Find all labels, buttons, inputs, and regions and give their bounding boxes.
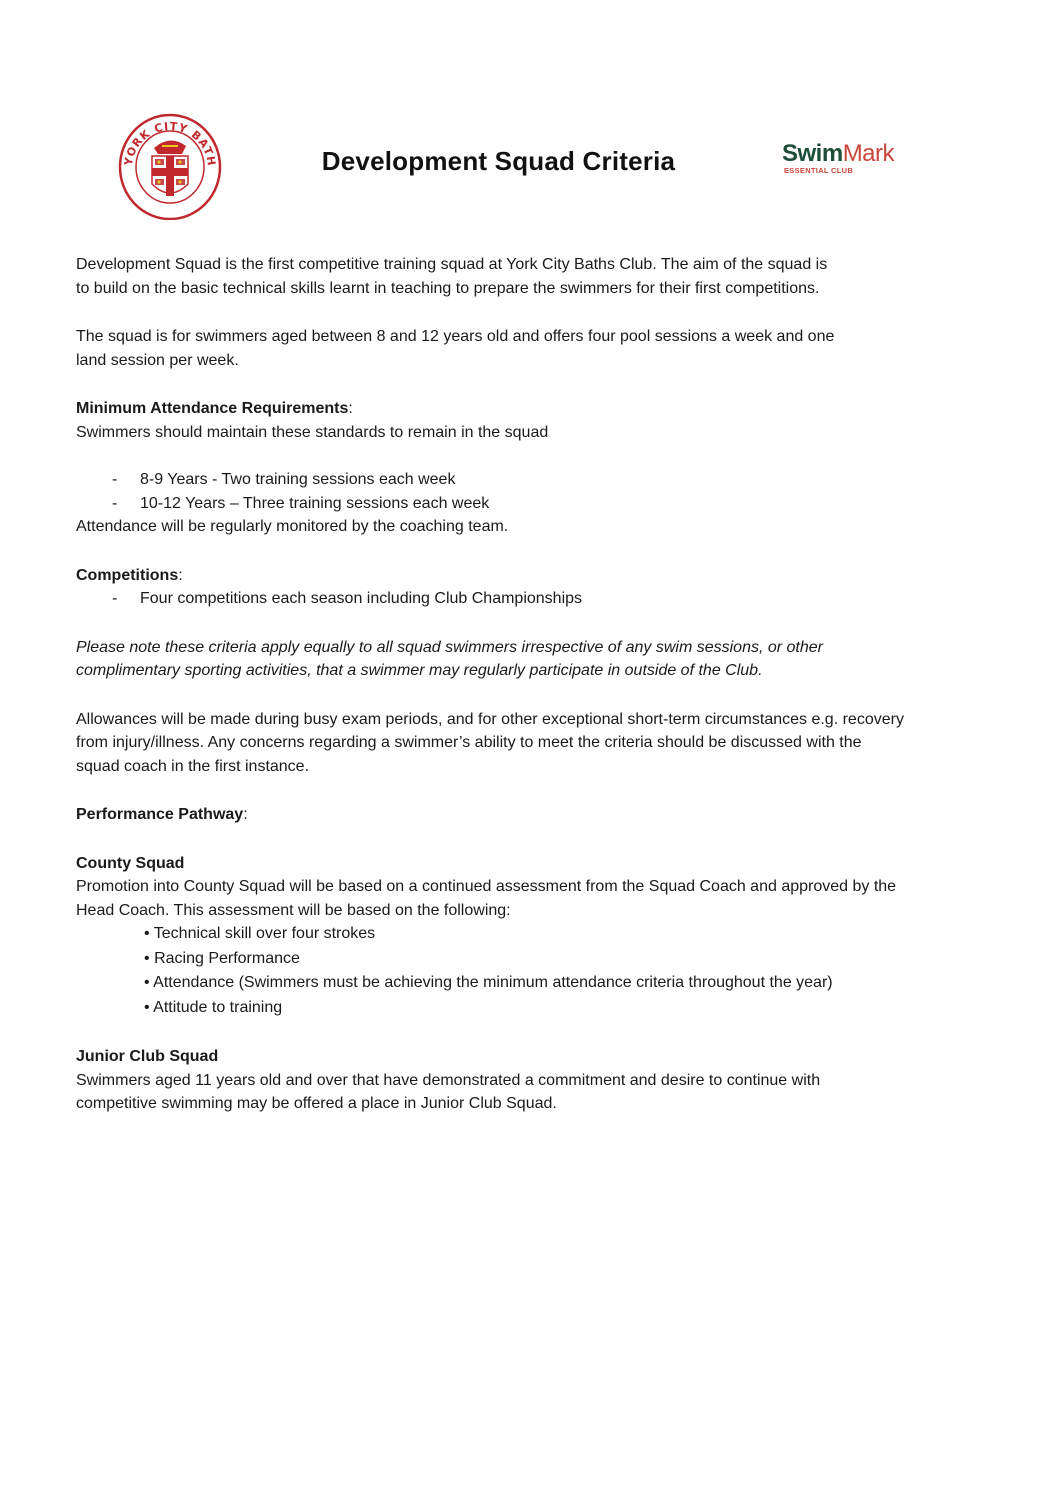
county-line1: Promotion into County Squad will be based on a continued assessment from the Squad Coach and approved by the [76,878,897,895]
page-title: Development Squad Criteria [321,146,676,176]
list-item [76,492,976,516]
document-body [76,253,976,1116]
svg-text:YORK CITY BATHS CLUB: YORK CITY BATH [121,119,219,168]
junior-squad-heading: Junior Club Squad [76,1048,219,1065]
junior-line1: Swimmers aged 11 years old and over that have demonstrated a commitment and desire to continue with [76,1071,821,1089]
competitions-heading-text: Competitions [76,566,179,584]
swimmark-swim-text: Swim [782,140,843,167]
criteria-note [76,636,976,683]
note-line2: complimentary sporting activities, that a swimmer may regularly participate in outside of the Club. [76,662,763,679]
list-item [76,922,976,947]
intro-p2-line2: land session per week. [76,351,239,369]
list-item [76,971,976,996]
allowances-line1: Allowances will be made during busy exam periods, and for other exceptional short-term circumstances e.g. recovery [76,710,904,728]
bullet-marker: • [144,949,150,967]
bullet-marker: • [144,925,150,942]
intro-p1-line1: Development Squad is the first competitive training squad at York City Baths Club. The aim of the squad is [76,256,828,273]
attendance-item-1: 8-9 Years - Two training sessions each week [140,471,456,488]
competitions-heading-colon: : [178,566,183,584]
swimmark-logo [782,140,912,180]
note-line1: Please note these criteria apply equally to all squad swimmers irrespective of any swim sessions, or other [76,638,823,656]
list-item [76,468,976,492]
pathway-heading [76,803,976,827]
competitions-heading [76,564,976,588]
attendance-heading-text: Minimum Attendance Requirements [76,400,349,417]
dash-marker: - [112,494,118,512]
county-squad-heading: County Squad [76,854,185,872]
intro-p2-line1: The squad is for swimmers aged between 8 and 12 years old and offers four pool sessions a week and one [76,328,835,345]
swimmark-mark-text: Mark [842,140,895,167]
county-squad-paragraph [76,875,976,922]
intro-paragraph-2 [76,325,976,372]
dash-marker: - [112,590,118,607]
county-item-4: Attitude to training [153,998,283,1016]
county-item-3: Attendance (Swimmers must be achieving the minimum attendance criteria throughout the year) [153,974,833,991]
junior-squad-paragraph [76,1069,976,1116]
intro-p1-line2: to build on the basic technical skills learnt in teaching to prepare the swimmers for their first competitions. [76,279,820,297]
bullet-marker: • [144,974,150,991]
county-item-1: Technical skill over four strokes [153,925,376,942]
attendance-heading [76,397,976,421]
county-item-2: Racing Performance [154,949,300,967]
allowances-paragraph [76,708,976,779]
intro-paragraph-1 [76,253,976,300]
pathway-heading-colon: : [243,806,248,823]
attendance-list [76,468,976,515]
junior-line2: competitive swimming may be offered a place in Junior Club Squad. [76,1095,557,1112]
attendance-lead: Swimmers should maintain these standards to remain in the squad [76,423,549,441]
swimmark-wordmark [782,140,894,168]
list-item [76,996,976,1021]
swimmark-subtitle: ESSENTIAL CLUB [784,166,854,175]
pathway-heading-text: Performance Pathway [76,806,244,823]
competitions-list [76,587,976,611]
allowances-line3: squad coach in the first instance. [76,757,310,775]
attendance-item-2: 10-12 Years – Three training sessions each week [140,494,490,512]
list-item [76,947,976,972]
competitions-item-1: Four competitions each season including Club Championships [140,590,583,607]
attendance-heading-colon: : [348,400,353,417]
attendance-footer: Attendance will be regularly monitored by the coaching team. [76,518,509,535]
county-line2: Head Coach. This assessment will be based on the following: [76,901,511,919]
list-item [76,587,976,611]
dash-marker: - [112,471,118,488]
allowances-line2: from injury/illness. Any concerns regarding a swimmer’s ability to meet the criteria should be discussed with the [76,734,862,751]
county-criteria-list [76,922,976,1020]
bullet-marker: • [144,998,150,1016]
